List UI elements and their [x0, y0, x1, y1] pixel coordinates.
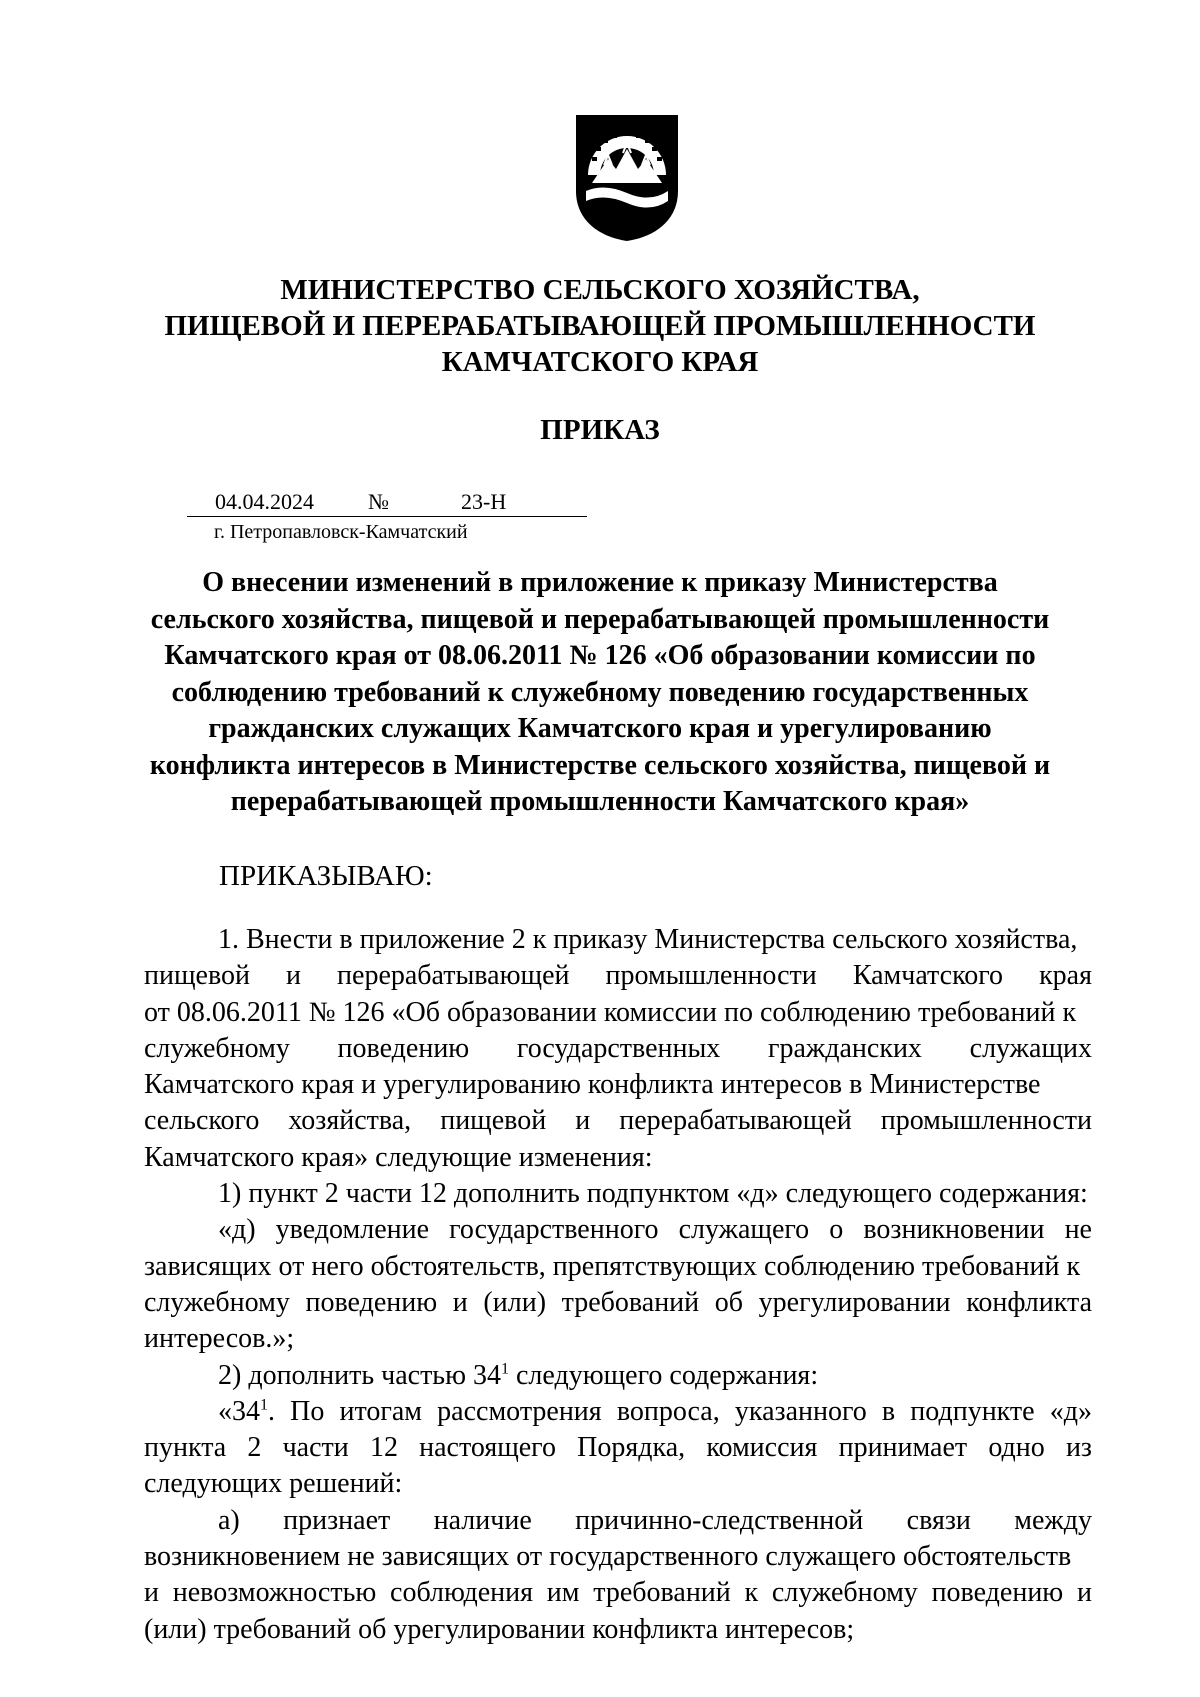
decree-word: ПРИКАЗЫВАЮ:: [219, 860, 433, 892]
ministry-line-1: МИНИСТЕРСТВО СЕЛЬСКОГО ХОЗЯЙСТВА,: [280, 274, 920, 306]
body-line-3: от 08.06.2011 № 126 «Об образовании комиссии по соблюдению требований к: [144, 996, 1077, 1028]
body-line-13: [144, 1358, 1092, 1394]
body-line-13-head: 2) дополнить частью 34: [218, 1359, 501, 1391]
body-line-14-tail: . По итогам рассмотрения вопроса, указанного в подпункте «д»: [268, 1395, 1092, 1427]
body-line-12: интересов.»;: [144, 1323, 295, 1355]
body-line-13-tail: следующего содержания:: [509, 1359, 819, 1391]
superscript-1: 1: [501, 1360, 509, 1378]
subject-line-6: конфликта интересов в Министерстве сельского хозяйства, пищевой и: [149, 749, 1051, 781]
body-line-16: следующих решений:: [144, 1468, 403, 1500]
superscript-1: 1: [260, 1396, 268, 1414]
subject-line-7: перерабатывающей промышленности Камчатского края»: [230, 786, 970, 817]
subject-line-2: сельского хозяйства, пищевой и перерабатывающей промышленности: [150, 603, 1050, 635]
registration-line: [187, 488, 587, 517]
body-line-18: возникновением не зависящих от государственного служащего обстоятельств: [144, 1541, 1072, 1573]
order-subject: [120, 565, 1080, 821]
body-line-20: (или) требований об урегулировании конфликта интересов;: [144, 1613, 855, 1645]
body-line-7: Камчатского края» следующие изменения:: [144, 1141, 653, 1173]
subject-line-5: гражданских служащих Камчатского края и урегулированию: [208, 713, 992, 744]
ministry-line-2: ПИЩЕВОЙ И ПЕРЕРАБАТЫВАЮЩЕЙ ПРОМЫШЛЕННОСТИ: [164, 310, 1036, 342]
body-line-17: а) признает наличие причинно-следственной связи между: [218, 1504, 1092, 1536]
body-line-15: пункта 2 части 12 настоящего Порядка, комиссия принимает одно из: [144, 1432, 1092, 1464]
body-line-8: 1) пункт 2 части 12 дополнить подпунктом «д» следующего содержания:: [218, 1178, 1088, 1210]
number-sign: №: [368, 489, 389, 514]
body-line-10: зависящих от него обстоятельств, препятствующих соблюдению требований к: [144, 1250, 1081, 1282]
body-line-19: и невозможностью соблюдения им требований к служебному поведению и: [144, 1577, 1092, 1609]
subject-line-4: соблюдению требований к служебному поведению государственных: [171, 676, 1029, 708]
ministry-name: [120, 272, 1080, 380]
ministry-line-3: КАМЧАТСКОГО КРАЯ: [441, 346, 759, 378]
body-line-14: [144, 1394, 1092, 1430]
document-type-title: ПРИКАЗ: [540, 414, 660, 446]
order-body: [144, 922, 1092, 1648]
body-line-6: сельского хозяйства, пищевой и перерабатывающей промышленности: [144, 1105, 1092, 1137]
body-line-9: «д) уведомление государственного служащего о возникновении не: [218, 1214, 1092, 1246]
subject-line-1: О внесении изменений в приложение к приказу Министерства: [202, 567, 998, 598]
subject-line-3: Камчатского края от 08.06.2011 № 126 «Об образовании комиссии по: [164, 640, 1036, 671]
body-line-14-head: «34: [218, 1395, 260, 1427]
body-line-11: служебному поведению и (или) требований об урегулировании конфликта: [144, 1286, 1092, 1318]
body-line-1: 1. Внести в приложение 2 к приказу Министерства сельского хозяйства,: [218, 924, 1078, 955]
coat-of-arms-emblem: [574, 113, 680, 243]
order-date: 04.04.2024: [215, 489, 314, 514]
body-line-4: служебному поведению государственных гражданских служащих: [144, 1032, 1092, 1064]
city-name: г. Петропавловск-Камчатский: [214, 521, 468, 543]
order-number: 23-Н: [461, 489, 507, 514]
body-line-5: Камчатского края и урегулированию конфликта интересов в Министерстве: [144, 1069, 1041, 1101]
body-line-2: пищевой и перерабатывающей промышленности Камчатского края: [144, 960, 1092, 992]
